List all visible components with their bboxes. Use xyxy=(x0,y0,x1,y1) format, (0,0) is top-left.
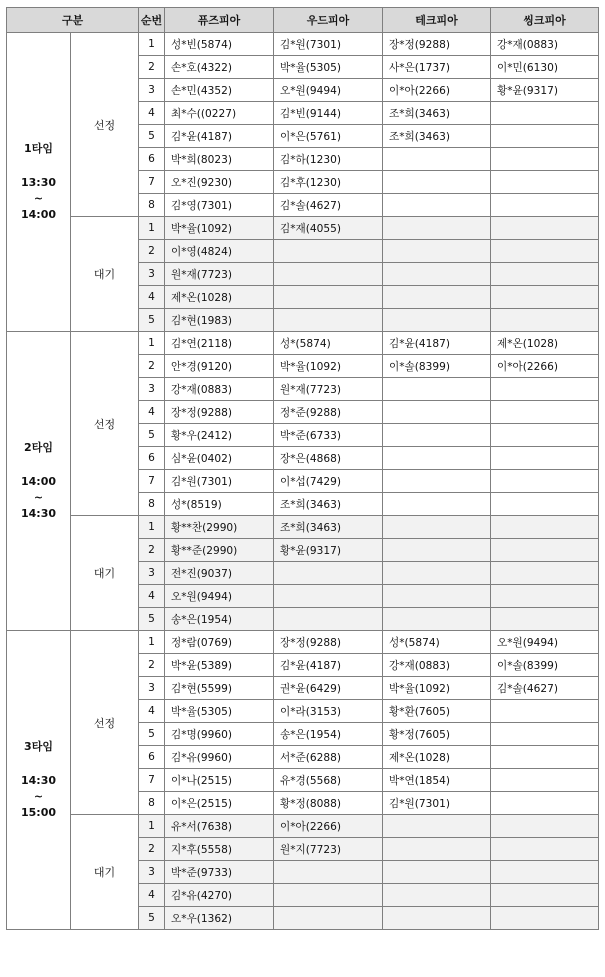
name-cell xyxy=(491,309,599,332)
table-row xyxy=(7,631,599,654)
name-cell: 이*아(2266) xyxy=(274,815,383,838)
time-slot-range: ~ xyxy=(33,192,44,205)
name-cell: 강*재(0883) xyxy=(383,654,491,677)
name-cell xyxy=(383,493,491,516)
name-cell: 김*연(2118) xyxy=(165,332,274,355)
name-cell: 이*아(2266) xyxy=(491,355,599,378)
order-cell: 2 xyxy=(139,56,165,79)
time-slot-label xyxy=(7,33,71,332)
name-cell: 안*경(9120) xyxy=(165,355,274,378)
name-cell: 이*은(2515) xyxy=(165,792,274,815)
name-cell: 오*원(9494) xyxy=(274,79,383,102)
header-woodpia: 우드피아 xyxy=(274,8,383,33)
name-cell xyxy=(274,861,383,884)
order-cell: 4 xyxy=(139,102,165,125)
name-cell xyxy=(491,815,599,838)
name-cell: 강*재(0883) xyxy=(165,378,274,401)
name-cell xyxy=(491,792,599,815)
name-cell: 장*정(9288) xyxy=(165,401,274,424)
order-cell: 8 xyxy=(139,194,165,217)
name-cell: 사*은(1737) xyxy=(383,56,491,79)
name-cell xyxy=(383,401,491,424)
name-cell: 박*윤(5389) xyxy=(165,654,274,677)
waiting-group-label: 대기 xyxy=(71,217,139,332)
name-cell: 지*후(5558) xyxy=(165,838,274,861)
order-cell: 3 xyxy=(139,263,165,286)
order-cell: 3 xyxy=(139,378,165,401)
name-cell: 장*정(9288) xyxy=(274,631,383,654)
table-row xyxy=(7,516,599,539)
name-cell: 박*율(1092) xyxy=(165,217,274,240)
name-cell xyxy=(491,493,599,516)
order-cell: 5 xyxy=(139,907,165,930)
name-cell: 이*은(5761) xyxy=(274,125,383,148)
name-cell: 김*솔(4627) xyxy=(491,677,599,700)
order-cell: 1 xyxy=(139,217,165,240)
name-cell: 원*재(7723) xyxy=(274,378,383,401)
order-cell: 4 xyxy=(139,401,165,424)
order-cell: 5 xyxy=(139,309,165,332)
name-cell: 유*서(7638) xyxy=(165,815,274,838)
name-cell xyxy=(383,516,491,539)
name-cell xyxy=(491,861,599,884)
name-cell: 손*민(4352) xyxy=(165,79,274,102)
time-slot-label xyxy=(7,332,71,631)
time-slot-name: 3타임 xyxy=(24,740,53,754)
time-slot-range: 13:30 xyxy=(20,176,56,190)
name-cell xyxy=(491,263,599,286)
name-cell: 황**찬(2990) xyxy=(165,516,274,539)
name-cell: 제*온(1028) xyxy=(165,286,274,309)
waiting-group-label: 대기 xyxy=(71,516,139,631)
name-cell: 손*호(4322) xyxy=(165,56,274,79)
name-cell xyxy=(383,608,491,631)
name-cell xyxy=(383,240,491,263)
selected-group-label: 선정 xyxy=(71,631,139,815)
name-cell xyxy=(383,171,491,194)
order-cell: 4 xyxy=(139,286,165,309)
name-cell xyxy=(274,608,383,631)
name-cell xyxy=(383,884,491,907)
name-cell xyxy=(383,286,491,309)
schedule-sheet xyxy=(6,7,599,930)
name-cell xyxy=(491,884,599,907)
name-cell: 이*나(2515) xyxy=(165,769,274,792)
time-slot-range: 15:00 xyxy=(20,805,56,819)
name-cell: 오*원(9494) xyxy=(491,631,599,654)
time-slot-range: ~ xyxy=(33,491,44,504)
header-category: 구분 xyxy=(7,8,139,33)
name-cell xyxy=(274,884,383,907)
name-cell: 조*희(3463) xyxy=(383,125,491,148)
name-cell: 박*율(5305) xyxy=(165,700,274,723)
name-cell xyxy=(274,585,383,608)
order-cell: 6 xyxy=(139,746,165,769)
name-cell xyxy=(491,516,599,539)
order-cell: 7 xyxy=(139,470,165,493)
time-slot-range: ~ xyxy=(33,790,44,803)
name-cell: 황*윤(9317) xyxy=(491,79,599,102)
name-cell xyxy=(383,907,491,930)
name-cell: 제*온(1028) xyxy=(383,746,491,769)
time-slot-range: 14:30 xyxy=(20,774,56,788)
name-cell xyxy=(491,700,599,723)
name-cell: 김*현(5599) xyxy=(165,677,274,700)
name-cell: 김*명(9960) xyxy=(165,723,274,746)
order-cell: 2 xyxy=(139,654,165,677)
name-cell xyxy=(383,838,491,861)
name-cell xyxy=(383,815,491,838)
name-cell: 박*연(1854) xyxy=(383,769,491,792)
name-cell xyxy=(491,240,599,263)
name-cell: 장*은(4868) xyxy=(274,447,383,470)
name-cell: 황*우(2412) xyxy=(165,424,274,447)
waiting-group-label: 대기 xyxy=(71,815,139,930)
name-cell: 이*섭(7429) xyxy=(274,470,383,493)
order-cell: 1 xyxy=(139,815,165,838)
order-cell: 1 xyxy=(139,631,165,654)
order-cell: 4 xyxy=(139,884,165,907)
order-cell: 7 xyxy=(139,171,165,194)
name-cell xyxy=(491,723,599,746)
order-cell: 3 xyxy=(139,861,165,884)
name-cell xyxy=(491,746,599,769)
name-cell: 유*경(5568) xyxy=(274,769,383,792)
time-slot-range: 14:00 xyxy=(20,475,56,489)
order-cell: 6 xyxy=(139,148,165,171)
name-cell: 이*라(3153) xyxy=(274,700,383,723)
name-cell: 황*윤(9317) xyxy=(274,539,383,562)
name-cell: 권*윤(6429) xyxy=(274,677,383,700)
name-cell xyxy=(491,470,599,493)
selected-group-label: 선정 xyxy=(71,33,139,217)
name-cell xyxy=(491,401,599,424)
name-cell xyxy=(491,585,599,608)
name-cell: 오*우(1362) xyxy=(165,907,274,930)
name-cell: 황*정(7605) xyxy=(383,723,491,746)
order-cell: 4 xyxy=(139,700,165,723)
order-cell: 5 xyxy=(139,608,165,631)
name-cell: 박*율(1092) xyxy=(383,677,491,700)
name-cell: 김*윤(4187) xyxy=(165,125,274,148)
name-cell xyxy=(491,838,599,861)
time-slot-name: 2타임 xyxy=(24,441,53,455)
name-cell: 김*윤(4187) xyxy=(274,654,383,677)
name-cell: 원*재(7723) xyxy=(165,263,274,286)
name-cell: 황*환(7605) xyxy=(383,700,491,723)
name-cell xyxy=(274,263,383,286)
order-cell: 2 xyxy=(139,355,165,378)
name-cell xyxy=(274,286,383,309)
name-cell: 김*유(9960) xyxy=(165,746,274,769)
name-cell: 장*정(9288) xyxy=(383,33,491,56)
order-cell: 8 xyxy=(139,792,165,815)
name-cell xyxy=(491,562,599,585)
name-cell: 원*지(7723) xyxy=(274,838,383,861)
name-cell xyxy=(491,424,599,447)
name-cell xyxy=(383,194,491,217)
name-cell: 황**준(2990) xyxy=(165,539,274,562)
order-cell: 5 xyxy=(139,723,165,746)
name-cell: 정*준(9288) xyxy=(274,401,383,424)
name-cell: 제*온(1028) xyxy=(491,332,599,355)
name-cell: 이*민(6130) xyxy=(491,56,599,79)
order-cell: 2 xyxy=(139,838,165,861)
time-slot-range: 14:00 xyxy=(20,207,56,221)
name-cell xyxy=(274,309,383,332)
name-cell: 조*희(3463) xyxy=(274,516,383,539)
name-cell: 김*하(1230) xyxy=(274,148,383,171)
name-cell: 김*유(4270) xyxy=(165,884,274,907)
name-cell xyxy=(383,447,491,470)
name-cell xyxy=(491,125,599,148)
order-cell: 7 xyxy=(139,769,165,792)
name-cell: 송*은(1954) xyxy=(274,723,383,746)
name-cell xyxy=(491,194,599,217)
name-cell xyxy=(383,263,491,286)
name-cell: 김*영(7301) xyxy=(165,194,274,217)
name-cell xyxy=(491,286,599,309)
name-cell: 성*(8519) xyxy=(165,493,274,516)
name-cell xyxy=(491,539,599,562)
name-cell xyxy=(383,562,491,585)
table-row xyxy=(7,815,599,838)
name-cell xyxy=(274,240,383,263)
order-cell: 5 xyxy=(139,424,165,447)
name-cell: 전*진(9037) xyxy=(165,562,274,585)
name-cell: 강*재(0883) xyxy=(491,33,599,56)
name-cell xyxy=(383,585,491,608)
name-cell xyxy=(383,378,491,401)
header-techpia: 테크피아 xyxy=(383,8,491,33)
name-cell: 이*아(2266) xyxy=(383,79,491,102)
name-cell xyxy=(491,102,599,125)
name-cell xyxy=(383,217,491,240)
name-cell: 박*희(8023) xyxy=(165,148,274,171)
name-cell: 오*원(9494) xyxy=(165,585,274,608)
order-cell: 3 xyxy=(139,677,165,700)
schedule-table xyxy=(6,7,599,930)
name-cell xyxy=(491,447,599,470)
selected-group-label: 선정 xyxy=(71,332,139,516)
order-cell: 1 xyxy=(139,516,165,539)
name-cell xyxy=(383,309,491,332)
name-cell xyxy=(491,608,599,631)
name-cell: 박*율(5305) xyxy=(274,56,383,79)
name-cell: 성*빈(5874) xyxy=(165,33,274,56)
header-order: 순번 xyxy=(139,8,165,33)
name-cell: 김*원(7301) xyxy=(274,33,383,56)
header-thinkpia: 씽크피아 xyxy=(491,8,599,33)
name-cell xyxy=(491,378,599,401)
name-cell xyxy=(274,562,383,585)
name-cell: 송*은(1954) xyxy=(165,608,274,631)
name-cell xyxy=(383,470,491,493)
time-slot-range: 14:30 xyxy=(20,506,56,520)
name-cell xyxy=(274,907,383,930)
name-cell: 김*후(1230) xyxy=(274,171,383,194)
name-cell: 서*준(6288) xyxy=(274,746,383,769)
name-cell xyxy=(383,424,491,447)
name-cell xyxy=(491,769,599,792)
name-cell: 성*(5874) xyxy=(383,631,491,654)
table-row xyxy=(7,33,599,56)
order-cell: 1 xyxy=(139,332,165,355)
name-cell: 김*솔(4627) xyxy=(274,194,383,217)
name-cell: 오*진(9230) xyxy=(165,171,274,194)
name-cell: 이*솔(8399) xyxy=(491,654,599,677)
name-cell: 조*희(3463) xyxy=(274,493,383,516)
table-row xyxy=(7,217,599,240)
name-cell: 김*윤(4187) xyxy=(383,332,491,355)
table-body xyxy=(7,33,599,930)
order-cell: 6 xyxy=(139,447,165,470)
name-cell: 성*(5874) xyxy=(274,332,383,355)
name-cell: 김*빈(9144) xyxy=(274,102,383,125)
name-cell xyxy=(491,217,599,240)
order-cell: 5 xyxy=(139,125,165,148)
name-cell: 이*영(4824) xyxy=(165,240,274,263)
name-cell xyxy=(383,539,491,562)
name-cell: 김*재(4055) xyxy=(274,217,383,240)
name-cell: 황*정(8088) xyxy=(274,792,383,815)
name-cell xyxy=(383,148,491,171)
name-cell: 최*수((0227) xyxy=(165,102,274,125)
name-cell: 이*솔(8399) xyxy=(383,355,491,378)
name-cell xyxy=(491,148,599,171)
name-cell: 김*원(7301) xyxy=(165,470,274,493)
time-slot-name: 1타임 xyxy=(24,142,53,156)
name-cell: 김*원(7301) xyxy=(383,792,491,815)
order-cell: 2 xyxy=(139,240,165,263)
name-cell xyxy=(491,907,599,930)
name-cell xyxy=(491,171,599,194)
order-cell: 4 xyxy=(139,585,165,608)
name-cell: 심*윤(0402) xyxy=(165,447,274,470)
order-cell: 3 xyxy=(139,79,165,102)
time-slot-label xyxy=(7,631,71,930)
name-cell: 박*준(6733) xyxy=(274,424,383,447)
name-cell: 정*람(0769) xyxy=(165,631,274,654)
table-row xyxy=(7,332,599,355)
order-cell: 3 xyxy=(139,562,165,585)
name-cell: 조*희(3463) xyxy=(383,102,491,125)
order-cell: 1 xyxy=(139,33,165,56)
name-cell: 박*율(1092) xyxy=(274,355,383,378)
header-fusepia: 퓨즈피아 xyxy=(165,8,274,33)
order-cell: 8 xyxy=(139,493,165,516)
order-cell: 2 xyxy=(139,539,165,562)
name-cell xyxy=(383,861,491,884)
name-cell: 박*준(9733) xyxy=(165,861,274,884)
name-cell: 김*현(1983) xyxy=(165,309,274,332)
table-header xyxy=(7,8,599,33)
